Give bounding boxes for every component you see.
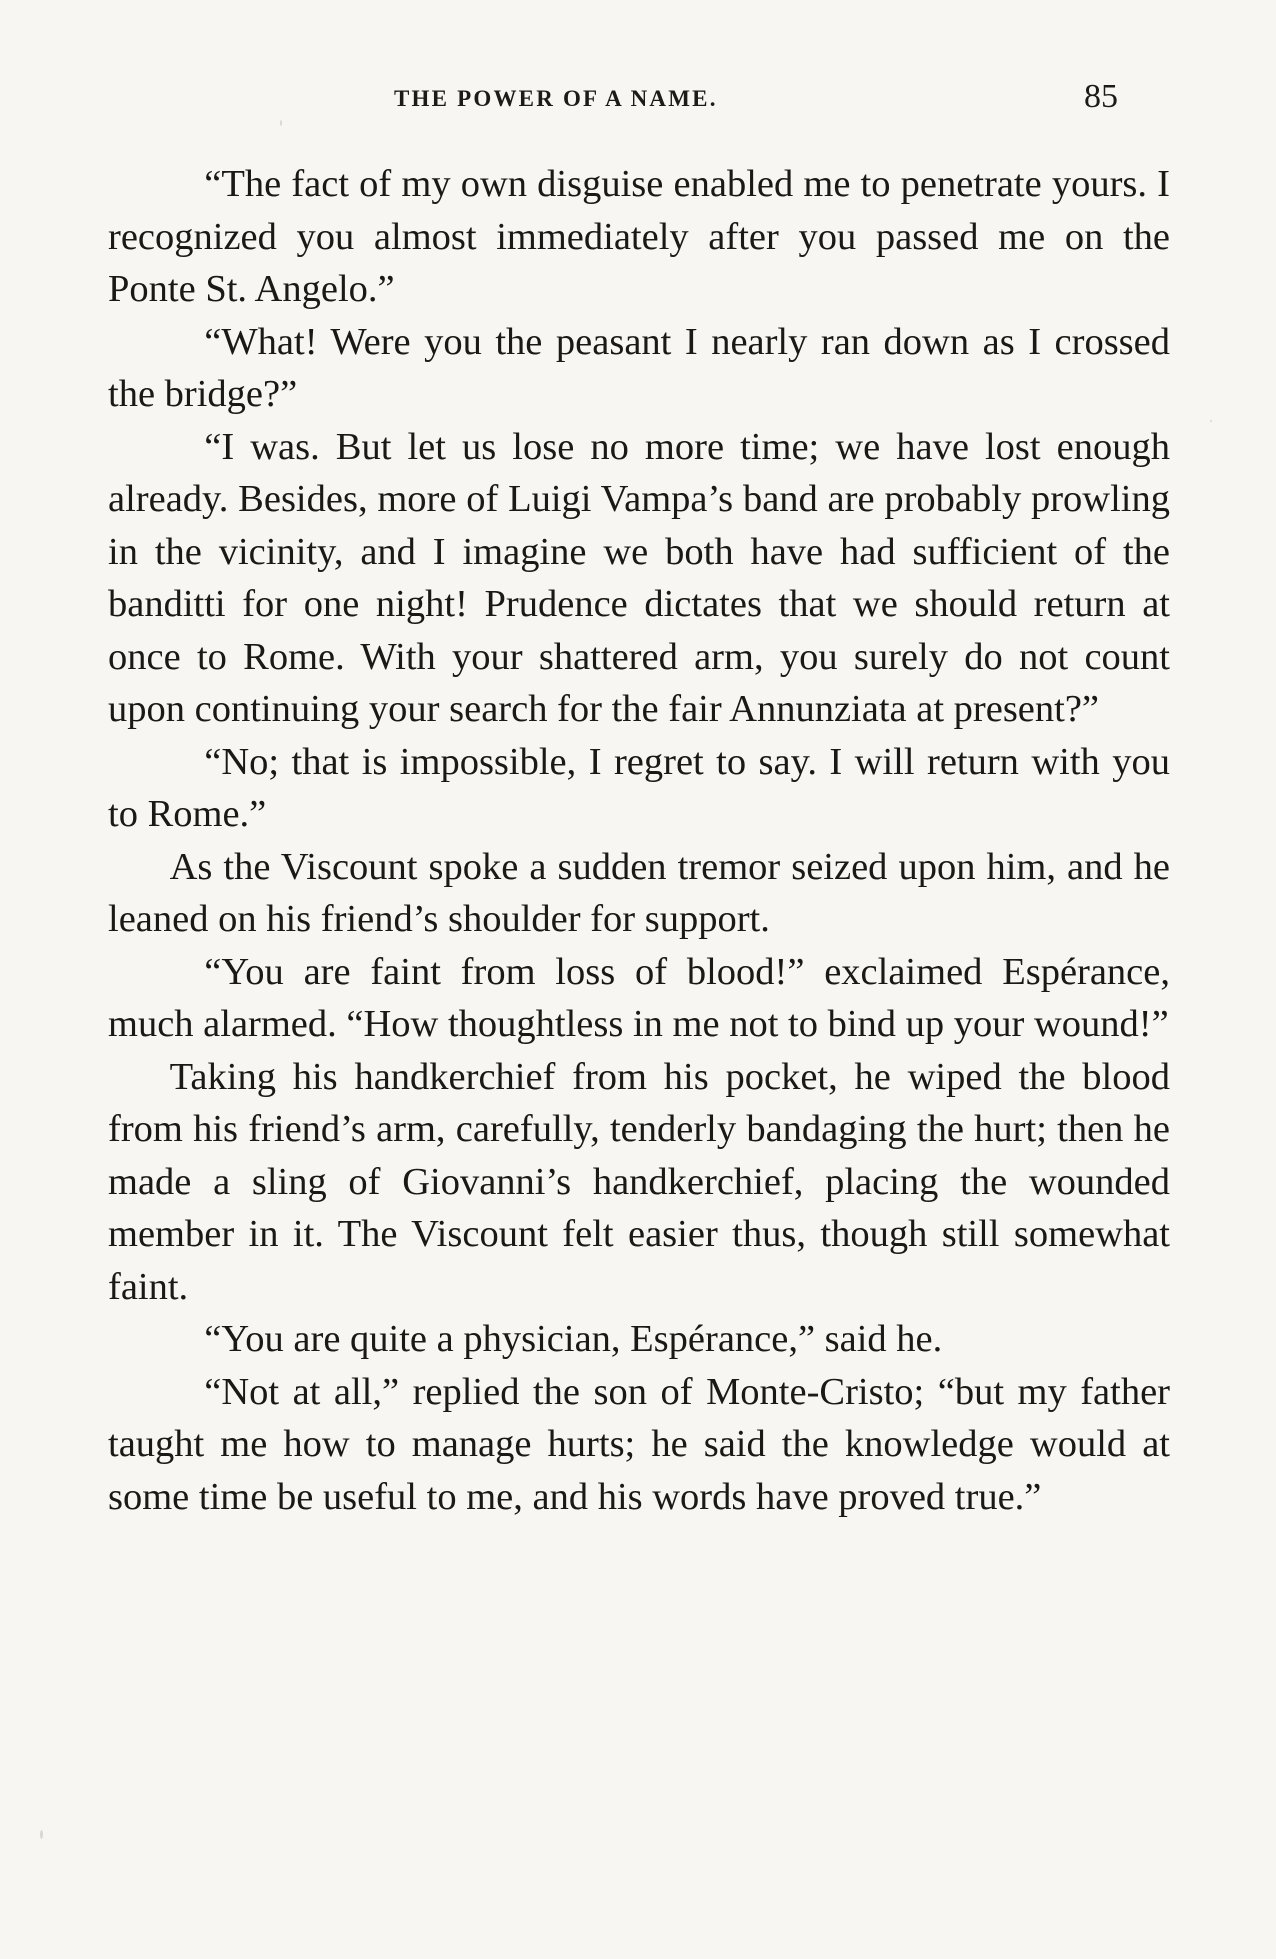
paper-speck	[280, 120, 282, 126]
page-number: 85	[1084, 78, 1118, 115]
paper-speck	[1210, 420, 1212, 422]
paragraph: “Not at all,” replied the son of Monte-Cristo; “but my father taught me how to manage hurts; he said the knowledge would at some time be useful to me, and his words have proved true.”	[108, 1370, 1170, 1518]
paragraph: Taking his handkerchief from his pocket, he wiped the blood from his friend’s arm, carefully, tenderly bandaging the hurt; then he made a sling of Giovanni’s handkerchief, placing the wounded member in it. The Viscount felt easier thus, though still somewhat faint.	[108, 1055, 1170, 1308]
paragraph: “No; that is impossible, I regret to say. I will return with you to Rome.”	[108, 740, 1170, 835]
paragraph: “The fact of my own disguise enabled me to penetrate yours. I recognized you almost immediately after you passed me on the Ponte St. Angelo.”	[108, 163, 1170, 310]
running-title: THE POWER OF A NAME.	[394, 86, 718, 111]
paragraph: “I was. But let us lose no more time; we have lost enough already. Besides, more of Luigi Vampa’s band are probably prowling in the vicinity, and I imagine we both have had sufficient of the banditti for one night! Prudence dictates that we should return at once to Rome. With your shattered arm, you surely do not count upon continuing your search for the fair Annunziata at present?”	[108, 425, 1170, 730]
body-text	[108, 158, 1170, 1523]
paragraph: “What! Were you the peasant I nearly ran down as I crossed the bridge?”	[108, 320, 1170, 415]
paper-speck	[40, 1830, 43, 1839]
running-header	[0, 78, 1276, 118]
paragraph: “You are quite a physician, Espérance,” said he.	[204, 1318, 943, 1360]
paragraph: As the Viscount spoke a sudden tremor seized upon him, and he leaned on his friend’s shoulder for support.	[108, 845, 1170, 940]
paragraph: “You are faint from loss of blood!” exclaimed Espérance, much alarmed. “How thoughtless in me not to bind up your wound!”	[108, 950, 1170, 1045]
